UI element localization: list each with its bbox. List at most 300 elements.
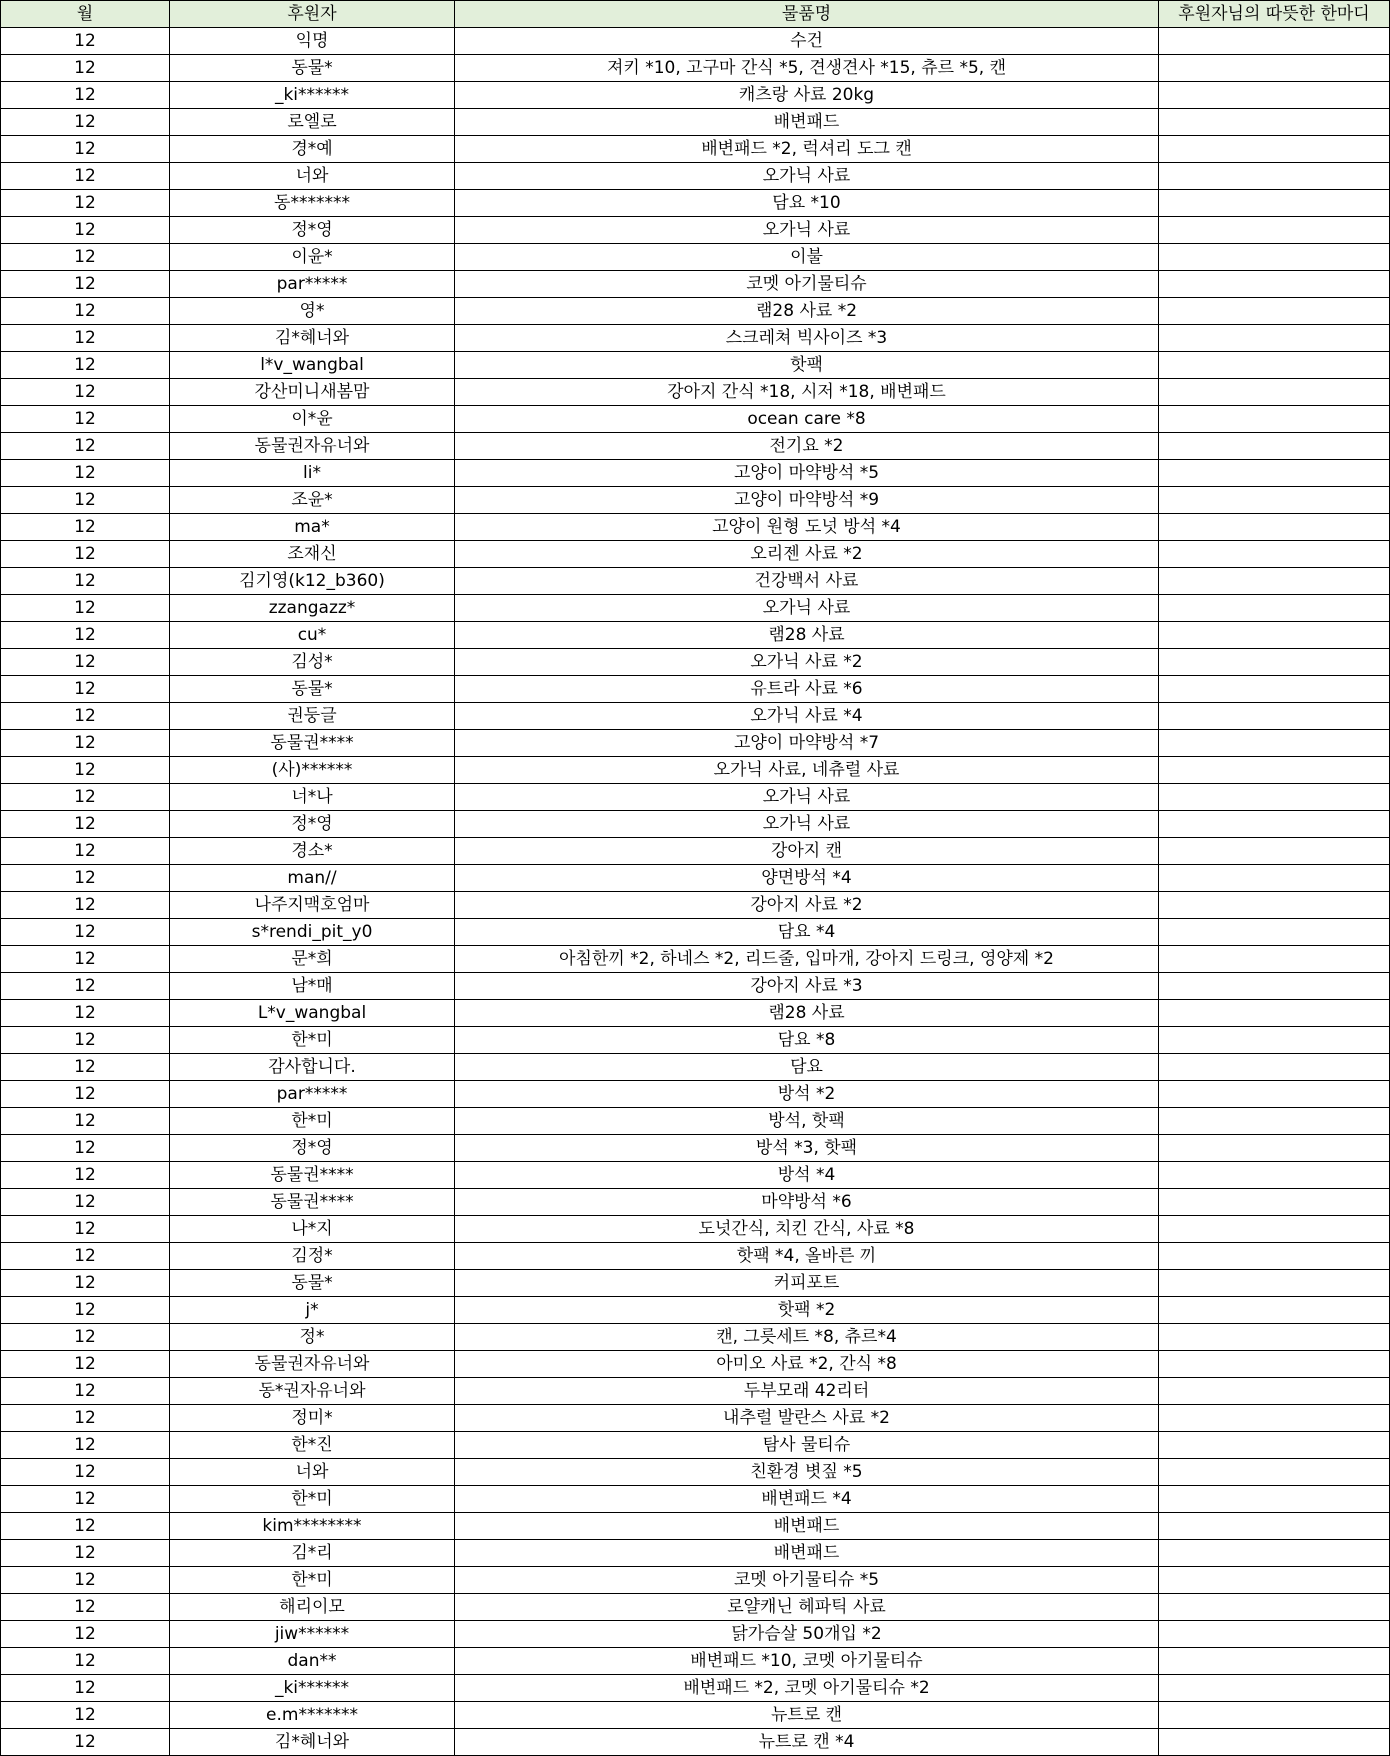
donor-cell[interactable]: 동물권**** <box>170 1162 455 1189</box>
item-cell[interactable]: 고양이 마약방석 *7 <box>455 730 1159 757</box>
item-cell[interactable]: 배변패드 <box>455 1540 1159 1567</box>
item-cell[interactable]: 탐사 물티슈 <box>455 1432 1159 1459</box>
message-cell[interactable] <box>1159 1648 1390 1675</box>
table-row <box>1 1594 1390 1621</box>
message-cell[interactable] <box>1159 1000 1390 1027</box>
message-cell[interactable] <box>1159 1216 1390 1243</box>
item-cell[interactable]: 오가닉 사료 <box>455 811 1159 838</box>
table-row <box>1 82 1390 109</box>
donor-cell[interactable]: 경소* <box>170 838 455 865</box>
donor-cell[interactable]: 한*진 <box>170 1432 455 1459</box>
message-cell[interactable] <box>1159 487 1390 514</box>
month-cell[interactable]: 12 <box>1 1729 170 1756</box>
message-cell[interactable] <box>1159 28 1390 55</box>
item-cell[interactable]: 핫팩 *4, 올바른 끼 <box>455 1243 1159 1270</box>
table-row <box>1 271 1390 298</box>
month-cell[interactable]: 12 <box>1 163 170 190</box>
table-row <box>1 325 1390 352</box>
item-cell[interactable]: 캔, 그릇세트 *8, 츄르*4 <box>455 1324 1159 1351</box>
item-cell[interactable]: 고양이 원형 도넛 방석 *4 <box>455 514 1159 541</box>
table-row <box>1 973 1390 1000</box>
month-cell[interactable]: 12 <box>1 514 170 541</box>
message-cell[interactable] <box>1159 1621 1390 1648</box>
donor-cell[interactable]: 조윤* <box>170 487 455 514</box>
message-cell[interactable] <box>1159 622 1390 649</box>
table-row <box>1 1567 1390 1594</box>
message-cell[interactable] <box>1159 649 1390 676</box>
item-cell[interactable]: 오리젠 사료 *2 <box>455 541 1159 568</box>
month-cell[interactable]: 12 <box>1 406 170 433</box>
message-cell[interactable] <box>1159 892 1390 919</box>
item-cell[interactable]: 담요 *8 <box>455 1027 1159 1054</box>
donor-cell[interactable]: zzangazz* <box>170 595 455 622</box>
table-row <box>1 595 1390 622</box>
table-row <box>1 1729 1390 1756</box>
month-cell[interactable]: 12 <box>1 28 170 55</box>
donor-cell[interactable]: 한*미 <box>170 1486 455 1513</box>
table-row <box>1 892 1390 919</box>
table-row <box>1 622 1390 649</box>
message-cell[interactable] <box>1159 1135 1390 1162</box>
message-cell[interactable] <box>1159 784 1390 811</box>
month-cell[interactable]: 12 <box>1 1243 170 1270</box>
month-cell[interactable]: 12 <box>1 325 170 352</box>
month-cell[interactable]: 12 <box>1 136 170 163</box>
item-cell[interactable]: 캐츠랑 사료 20kg <box>455 82 1159 109</box>
donor-cell[interactable]: 동물* <box>170 55 455 82</box>
table-row <box>1 109 1390 136</box>
message-cell[interactable] <box>1159 163 1390 190</box>
donor-cell[interactable]: 너와 <box>170 163 455 190</box>
item-cell[interactable]: 두부모래 42리터 <box>455 1378 1159 1405</box>
message-cell[interactable] <box>1159 433 1390 460</box>
month-cell[interactable]: 12 <box>1 1108 170 1135</box>
table-row <box>1 568 1390 595</box>
message-cell[interactable] <box>1159 541 1390 568</box>
message-cell[interactable] <box>1159 1027 1390 1054</box>
donor-cell[interactable]: 정*영 <box>170 217 455 244</box>
item-cell[interactable]: 담요 *10 <box>455 190 1159 217</box>
item-cell[interactable]: 유트라 사료 *6 <box>455 676 1159 703</box>
item-cell[interactable]: 오가닉 사료 *4 <box>455 703 1159 730</box>
donor-cell[interactable]: 동물권자유너와 <box>170 433 455 460</box>
donor-cell[interactable]: 정*영 <box>170 1135 455 1162</box>
table-row <box>1 1648 1390 1675</box>
month-cell[interactable]: 12 <box>1 1189 170 1216</box>
month-cell[interactable]: 12 <box>1 1351 170 1378</box>
month-cell[interactable]: 12 <box>1 946 170 973</box>
month-cell[interactable]: 12 <box>1 703 170 730</box>
month-cell[interactable]: 12 <box>1 649 170 676</box>
item-cell[interactable]: 뉴트로 캔 *4 <box>455 1729 1159 1756</box>
month-cell[interactable]: 12 <box>1 973 170 1000</box>
donor-cell[interactable]: 남*매 <box>170 973 455 1000</box>
item-cell[interactable]: 램28 사료 *2 <box>455 298 1159 325</box>
month-cell[interactable]: 12 <box>1 109 170 136</box>
month-cell[interactable]: 12 <box>1 298 170 325</box>
donor-cell[interactable]: dan** <box>170 1648 455 1675</box>
item-cell[interactable]: 오가닉 사료 <box>455 163 1159 190</box>
message-cell[interactable] <box>1159 217 1390 244</box>
item-cell[interactable]: 배변패드 <box>455 1513 1159 1540</box>
item-cell[interactable]: 코멧 아기물티슈 *5 <box>455 1567 1159 1594</box>
message-cell[interactable] <box>1159 1567 1390 1594</box>
message-cell[interactable] <box>1159 1243 1390 1270</box>
donor-cell[interactable]: par***** <box>170 1081 455 1108</box>
item-cell[interactable]: 이불 <box>455 244 1159 271</box>
item-cell[interactable]: 건강백서 사료 <box>455 568 1159 595</box>
donor-cell[interactable]: 동물권**** <box>170 1189 455 1216</box>
month-cell[interactable]: 12 <box>1 1081 170 1108</box>
donor-cell[interactable]: 이*윤 <box>170 406 455 433</box>
month-cell[interactable]: 12 <box>1 82 170 109</box>
donor-cell[interactable]: 정*영 <box>170 811 455 838</box>
table-row <box>1 865 1390 892</box>
message-cell[interactable] <box>1159 838 1390 865</box>
table-row <box>1 1486 1390 1513</box>
month-cell[interactable]: 12 <box>1 1648 170 1675</box>
donor-cell[interactable]: man// <box>170 865 455 892</box>
donor-cell[interactable]: 해리이모 <box>170 1594 455 1621</box>
month-cell[interactable]: 12 <box>1 1000 170 1027</box>
donor-cell[interactable]: 익명 <box>170 28 455 55</box>
message-cell[interactable] <box>1159 298 1390 325</box>
message-cell[interactable] <box>1159 1378 1390 1405</box>
message-cell[interactable] <box>1159 865 1390 892</box>
item-cell[interactable]: 강아지 캔 <box>455 838 1159 865</box>
table-row <box>1 1324 1390 1351</box>
donor-cell[interactable]: 나주지맥호엄마 <box>170 892 455 919</box>
message-cell[interactable] <box>1159 1675 1390 1702</box>
message-cell[interactable] <box>1159 379 1390 406</box>
message-cell[interactable] <box>1159 1540 1390 1567</box>
message-cell[interactable] <box>1159 568 1390 595</box>
donor-cell[interactable]: 김*혜너와 <box>170 325 455 352</box>
donor-cell[interactable]: 한*미 <box>170 1027 455 1054</box>
table-row <box>1 460 1390 487</box>
month-cell[interactable]: 12 <box>1 1594 170 1621</box>
item-cell[interactable]: 오가닉 사료 <box>455 784 1159 811</box>
month-cell[interactable]: 12 <box>1 541 170 568</box>
item-cell[interactable]: 수건 <box>455 28 1159 55</box>
message-cell[interactable] <box>1159 1324 1390 1351</box>
donor-cell[interactable]: 한*미 <box>170 1108 455 1135</box>
month-cell[interactable]: 12 <box>1 1378 170 1405</box>
message-cell[interactable] <box>1159 325 1390 352</box>
item-cell[interactable]: 고양이 마약방석 *9 <box>455 487 1159 514</box>
donor-cell[interactable]: _ki****** <box>170 1675 455 1702</box>
item-cell[interactable]: 램28 사료 <box>455 1000 1159 1027</box>
donor-cell[interactable]: l*v_wangbal <box>170 352 455 379</box>
table-row <box>1 1459 1390 1486</box>
message-cell[interactable] <box>1159 946 1390 973</box>
item-cell[interactable]: 고양이 마약방석 *5 <box>455 460 1159 487</box>
message-cell[interactable] <box>1159 676 1390 703</box>
donor-cell[interactable]: 너와 <box>170 1459 455 1486</box>
month-cell[interactable]: 12 <box>1 595 170 622</box>
month-cell[interactable]: 12 <box>1 1459 170 1486</box>
item-cell[interactable]: 아침한끼 *2, 하네스 *2, 리드줄, 입마개, 강아지 드링크, 영양제 *2 <box>455 946 1159 973</box>
month-cell[interactable]: 12 <box>1 1270 170 1297</box>
message-cell[interactable] <box>1159 1297 1390 1324</box>
donor-cell[interactable]: ma* <box>170 514 455 541</box>
donor-cell[interactable]: 감사합니다. <box>170 1054 455 1081</box>
donor-cell[interactable]: 동물* <box>170 676 455 703</box>
table-row <box>1 1135 1390 1162</box>
donor-cell[interactable]: 경*예 <box>170 136 455 163</box>
month-cell[interactable]: 12 <box>1 1135 170 1162</box>
message-cell[interactable] <box>1159 244 1390 271</box>
donor-cell[interactable]: 동*권자유너와 <box>170 1378 455 1405</box>
month-cell[interactable]: 12 <box>1 1621 170 1648</box>
item-cell[interactable]: 양면방석 *4 <box>455 865 1159 892</box>
item-cell[interactable]: ocean care *8 <box>455 406 1159 433</box>
donor-cell[interactable]: 정미* <box>170 1405 455 1432</box>
table-row <box>1 352 1390 379</box>
donor-cell[interactable]: 너*나 <box>170 784 455 811</box>
item-cell[interactable]: 도넛간식, 치킨 간식, 사료 *8 <box>455 1216 1159 1243</box>
month-cell[interactable]: 12 <box>1 622 170 649</box>
message-cell[interactable] <box>1159 973 1390 1000</box>
message-cell[interactable] <box>1159 1459 1390 1486</box>
message-cell[interactable] <box>1159 730 1390 757</box>
item-cell[interactable]: 강아지 사료 *3 <box>455 973 1159 1000</box>
month-cell[interactable]: 12 <box>1 352 170 379</box>
table-row <box>1 1540 1390 1567</box>
message-cell[interactable] <box>1159 1513 1390 1540</box>
month-cell[interactable]: 12 <box>1 838 170 865</box>
month-cell[interactable]: 12 <box>1 379 170 406</box>
month-cell[interactable]: 12 <box>1 892 170 919</box>
item-cell[interactable]: 램28 사료 <box>455 622 1159 649</box>
item-cell[interactable]: 뉴트로 캔 <box>455 1702 1159 1729</box>
item-cell[interactable]: 담요 <box>455 1054 1159 1081</box>
table-row <box>1 1243 1390 1270</box>
item-cell[interactable]: 핫팩 <box>455 352 1159 379</box>
table-row <box>1 703 1390 730</box>
month-cell[interactable]: 12 <box>1 217 170 244</box>
donor-cell[interactable]: 로엘로 <box>170 109 455 136</box>
donor-cell[interactable]: 김*리 <box>170 1540 455 1567</box>
item-cell[interactable]: 강아지 간식 *18, 시저 *18, 배변패드 <box>455 379 1159 406</box>
month-cell[interactable]: 12 <box>1 919 170 946</box>
table-row <box>1 1351 1390 1378</box>
message-cell[interactable] <box>1159 1432 1390 1459</box>
table-row <box>1 28 1390 55</box>
message-cell[interactable] <box>1159 1594 1390 1621</box>
donor-cell[interactable]: 정* <box>170 1324 455 1351</box>
item-cell[interactable]: 핫팩 *2 <box>455 1297 1159 1324</box>
month-cell[interactable]: 12 <box>1 433 170 460</box>
donor-cell[interactable]: 김기영(k12_b360) <box>170 568 455 595</box>
message-cell[interactable] <box>1159 595 1390 622</box>
donor-cell[interactable]: cu* <box>170 622 455 649</box>
month-cell[interactable]: 12 <box>1 784 170 811</box>
donor-cell[interactable]: 동물* <box>170 1270 455 1297</box>
month-cell[interactable]: 12 <box>1 1567 170 1594</box>
message-cell[interactable] <box>1159 190 1390 217</box>
donor-cell[interactable]: 김*혜너와 <box>170 1729 455 1756</box>
table-row <box>1 1621 1390 1648</box>
donor-cell[interactable]: li* <box>170 460 455 487</box>
donor-cell[interactable]: 동물권자유너와 <box>170 1351 455 1378</box>
donor-cell[interactable]: jiw****** <box>170 1621 455 1648</box>
message-cell[interactable] <box>1159 271 1390 298</box>
month-cell[interactable]: 12 <box>1 811 170 838</box>
message-cell[interactable] <box>1159 1729 1390 1756</box>
item-cell[interactable]: 강아지 사료 *2 <box>455 892 1159 919</box>
item-cell[interactable]: 져키 *10, 고구마 간식 *5, 견생견사 *15, 츄르 *5, 캔 <box>455 55 1159 82</box>
item-cell[interactable]: 친환경 볏짚 *5 <box>455 1459 1159 1486</box>
item-cell[interactable]: 방석 *2 <box>455 1081 1159 1108</box>
month-cell[interactable]: 12 <box>1 487 170 514</box>
month-cell[interactable]: 12 <box>1 757 170 784</box>
table-row <box>1 784 1390 811</box>
message-cell[interactable] <box>1159 1081 1390 1108</box>
item-cell[interactable]: 닭가슴살 50개입 *2 <box>455 1621 1159 1648</box>
message-cell[interactable] <box>1159 1054 1390 1081</box>
table-row <box>1 1378 1390 1405</box>
table-row <box>1 541 1390 568</box>
header-item: 물품명 <box>455 1 1159 28</box>
month-cell[interactable]: 12 <box>1 1486 170 1513</box>
message-cell[interactable] <box>1159 82 1390 109</box>
donor-cell[interactable]: 조재신 <box>170 541 455 568</box>
item-cell[interactable]: 내추럴 발란스 사료 *2 <box>455 1405 1159 1432</box>
month-cell[interactable]: 12 <box>1 1675 170 1702</box>
message-cell[interactable] <box>1159 1405 1390 1432</box>
table-row <box>1 1432 1390 1459</box>
donor-cell[interactable]: e.m******* <box>170 1702 455 1729</box>
item-cell[interactable]: 방석, 핫팩 <box>455 1108 1159 1135</box>
table-row <box>1 433 1390 460</box>
table-row <box>1 487 1390 514</box>
item-cell[interactable]: 코멧 아기물티슈 <box>455 271 1159 298</box>
message-cell[interactable] <box>1159 1270 1390 1297</box>
message-cell[interactable] <box>1159 109 1390 136</box>
donor-cell[interactable]: 한*미 <box>170 1567 455 1594</box>
donor-cell[interactable]: par***** <box>170 271 455 298</box>
table-row <box>1 190 1390 217</box>
donor-cell[interactable]: 이윤* <box>170 244 455 271</box>
item-cell[interactable]: 로얄캐닌 헤파틱 사료 <box>455 1594 1159 1621</box>
message-cell[interactable] <box>1159 352 1390 379</box>
donor-cell[interactable]: 동******* <box>170 190 455 217</box>
table-row <box>1 379 1390 406</box>
item-cell[interactable]: 오가닉 사료, 네츄럴 사료 <box>455 757 1159 784</box>
month-cell[interactable]: 12 <box>1 1702 170 1729</box>
table-row <box>1 1000 1390 1027</box>
message-cell[interactable] <box>1159 1486 1390 1513</box>
table-row <box>1 163 1390 190</box>
donor-cell[interactable]: kim******** <box>170 1513 455 1540</box>
message-cell[interactable] <box>1159 757 1390 784</box>
table-row <box>1 730 1390 757</box>
month-cell[interactable]: 12 <box>1 1405 170 1432</box>
month-cell[interactable]: 12 <box>1 676 170 703</box>
month-cell[interactable]: 12 <box>1 271 170 298</box>
table-row <box>1 1405 1390 1432</box>
month-cell[interactable]: 12 <box>1 190 170 217</box>
month-cell[interactable]: 12 <box>1 1216 170 1243</box>
message-cell[interactable] <box>1159 1189 1390 1216</box>
item-cell[interactable]: 마약방석 *6 <box>455 1189 1159 1216</box>
donor-cell[interactable]: s*rendi_pit_y0 <box>170 919 455 946</box>
table-row <box>1 244 1390 271</box>
item-cell[interactable]: 배변패드 *4 <box>455 1486 1159 1513</box>
message-cell[interactable] <box>1159 1702 1390 1729</box>
item-cell[interactable]: 오가닉 사료 <box>455 217 1159 244</box>
month-cell[interactable]: 12 <box>1 460 170 487</box>
donor-cell[interactable]: 문*희 <box>170 946 455 973</box>
donor-cell[interactable]: (사)****** <box>170 757 455 784</box>
table-row <box>1 1513 1390 1540</box>
item-cell[interactable]: 배변패드 *2, 코멧 아기물티슈 *2 <box>455 1675 1159 1702</box>
item-cell[interactable]: 배변패드 *10, 코멧 아기물티슈 <box>455 1648 1159 1675</box>
month-cell[interactable]: 12 <box>1 568 170 595</box>
month-cell[interactable]: 12 <box>1 55 170 82</box>
item-cell[interactable]: 배변패드 *2, 럭셔리 도그 캔 <box>455 136 1159 163</box>
month-cell[interactable]: 12 <box>1 1162 170 1189</box>
month-cell[interactable]: 12 <box>1 865 170 892</box>
donor-cell[interactable]: _ki****** <box>170 82 455 109</box>
month-cell[interactable]: 12 <box>1 1513 170 1540</box>
month-cell[interactable]: 12 <box>1 1054 170 1081</box>
message-cell[interactable] <box>1159 406 1390 433</box>
table-row <box>1 1081 1390 1108</box>
message-cell[interactable] <box>1159 1351 1390 1378</box>
item-cell[interactable]: 스크레쳐 빅사이즈 *3 <box>455 325 1159 352</box>
item-cell[interactable]: 배변패드 <box>455 109 1159 136</box>
month-cell[interactable]: 12 <box>1 1432 170 1459</box>
message-cell[interactable] <box>1159 136 1390 163</box>
message-cell[interactable] <box>1159 919 1390 946</box>
item-cell[interactable]: 담요 *4 <box>455 919 1159 946</box>
month-cell[interactable]: 12 <box>1 730 170 757</box>
donor-cell[interactable]: 영* <box>170 298 455 325</box>
donor-cell[interactable]: 나*지 <box>170 1216 455 1243</box>
message-cell[interactable] <box>1159 514 1390 541</box>
item-cell[interactable]: 아미오 사료 *2, 간식 *8 <box>455 1351 1159 1378</box>
month-cell[interactable]: 12 <box>1 244 170 271</box>
donor-cell[interactable]: j* <box>170 1297 455 1324</box>
header-month: 월 <box>1 1 170 28</box>
table-row <box>1 1675 1390 1702</box>
donor-cell[interactable]: 김성* <box>170 649 455 676</box>
message-cell[interactable] <box>1159 1162 1390 1189</box>
month-cell[interactable]: 12 <box>1 1027 170 1054</box>
item-cell[interactable]: 방석 *3, 핫팩 <box>455 1135 1159 1162</box>
donor-cell[interactable]: L*v_wangbal <box>170 1000 455 1027</box>
month-cell[interactable]: 12 <box>1 1324 170 1351</box>
message-cell[interactable] <box>1159 460 1390 487</box>
message-cell[interactable] <box>1159 811 1390 838</box>
item-cell[interactable]: 커피포트 <box>455 1270 1159 1297</box>
message-cell[interactable] <box>1159 55 1390 82</box>
item-cell[interactable]: 전기요 *2 <box>455 433 1159 460</box>
item-cell[interactable]: 방석 *4 <box>455 1162 1159 1189</box>
message-cell[interactable] <box>1159 1108 1390 1135</box>
donor-cell[interactable]: 동물권**** <box>170 730 455 757</box>
donor-cell[interactable]: 강산미니새봄맘 <box>170 379 455 406</box>
donor-cell[interactable]: 김정* <box>170 1243 455 1270</box>
month-cell[interactable]: 12 <box>1 1540 170 1567</box>
message-cell[interactable] <box>1159 703 1390 730</box>
donor-cell[interactable]: 권둥글 <box>170 703 455 730</box>
item-cell[interactable]: 오가닉 사료 *2 <box>455 649 1159 676</box>
item-cell[interactable]: 오가닉 사료 <box>455 595 1159 622</box>
month-cell[interactable]: 12 <box>1 1297 170 1324</box>
